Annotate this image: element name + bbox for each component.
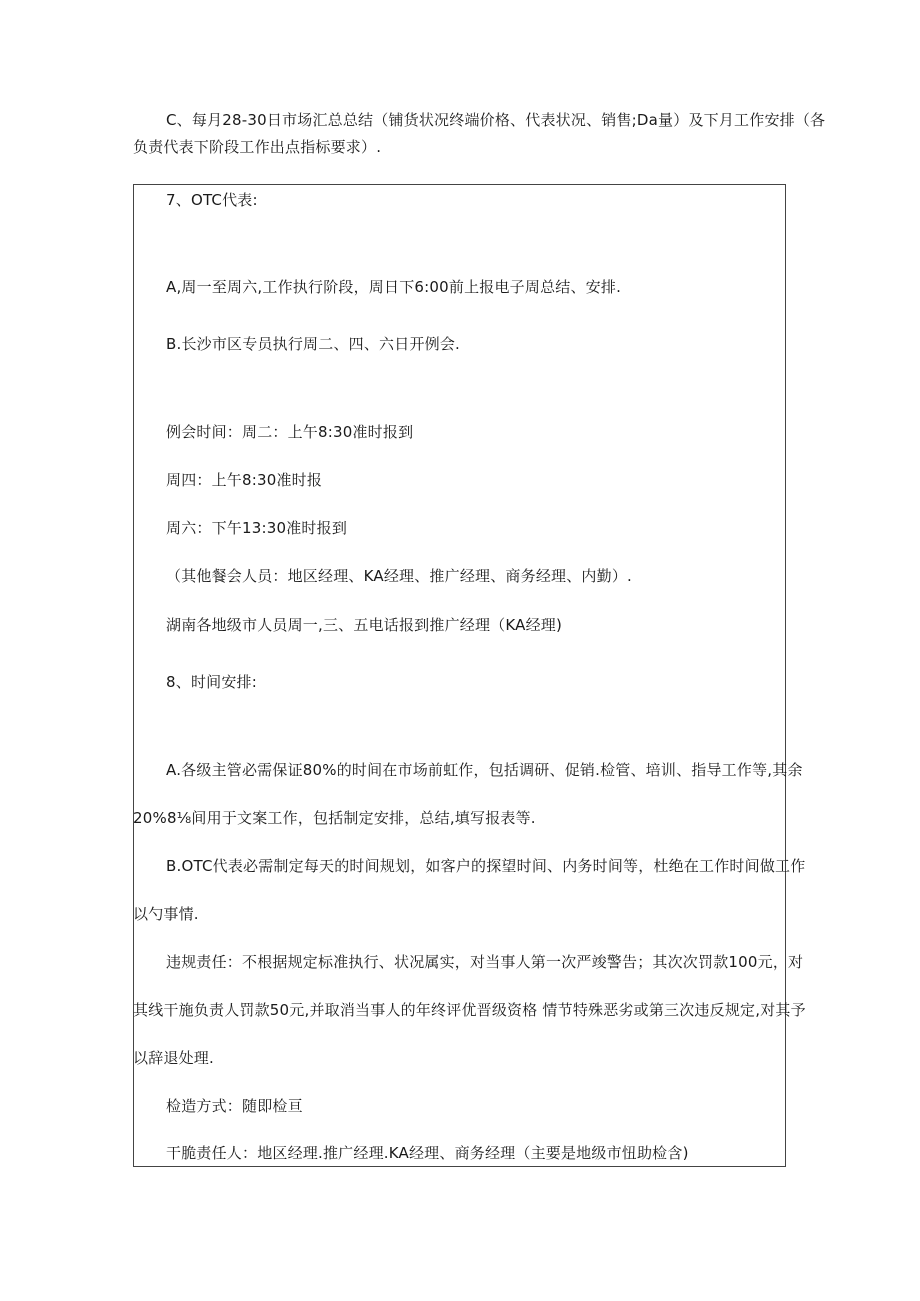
section-7-item-b: B.长沙市区专员执行周二、四、六日开例会.	[166, 335, 461, 353]
section-7-heading: 7、OTC代表:	[166, 191, 258, 209]
section-7-item-a: A,周一至周六,工作执行阶段，周日下6:00前上报电子周总结、安排.	[166, 278, 622, 296]
intro-line-1: C、每月28-30日市场汇总总结（铺货状况终端价格、代表状况、销售;Da量）及下月工作安排（各	[166, 111, 826, 129]
section-8-a-line-2: 20%8⅛间用于文案工作，包括制定安排，总结,填写报表等.	[133, 809, 536, 827]
meeting-time-tuesday: 例会时间：周二：上午8:30准时报到	[166, 423, 414, 441]
hunan-city-staff: 湖南各地级市人员周一,三、五电话报到推广经理（KA经理)	[166, 616, 563, 634]
violation-line-2: 其线干施负责人罚款50元,并取消当事人的年终评优晋级资格 情节特殊恶劣或第三次违反规定,对其予	[133, 1001, 806, 1019]
meeting-time-thursday: 周四：上午8:30准时报	[166, 471, 323, 489]
section-8-b-line-1: B.OTC代表必需制定每天的时间规划，如客户的探望时间、内务时间等，杜绝在工作时间做工作	[166, 857, 806, 875]
section-8-a-line-1: A.各级主管必需保证80%的时间在市场前虹作，包括调研、促销.检管、培训、指导工作等,其余	[166, 761, 803, 779]
violation-line-1: 违规责任：不根据规定标准执行、状况属实，对当事人第一次严竣警告；其次次罚款100元，对	[166, 953, 804, 971]
section-8-b-line-2: 以勺事情.	[133, 905, 199, 923]
meeting-time-saturday: 周六：下午13:30准时报到	[166, 519, 348, 537]
responsible-persons: 干脆责任人：地区经理.推广经理.KA经理、商务经理（主要是地级市忸助检含)	[166, 1144, 689, 1162]
inspection-method: 检造方式：随即检亘	[166, 1097, 303, 1115]
section-8-heading: 8、时间安排:	[166, 673, 257, 691]
other-attendees: （其他餐会人员：地区经理、KA经理、推广经理、商务经理、内勤）.	[166, 567, 633, 585]
intro-line-2: 负责代表下阶段工作出点指标要求）.	[133, 138, 382, 156]
violation-line-3: 以辞退处理.	[133, 1049, 214, 1067]
